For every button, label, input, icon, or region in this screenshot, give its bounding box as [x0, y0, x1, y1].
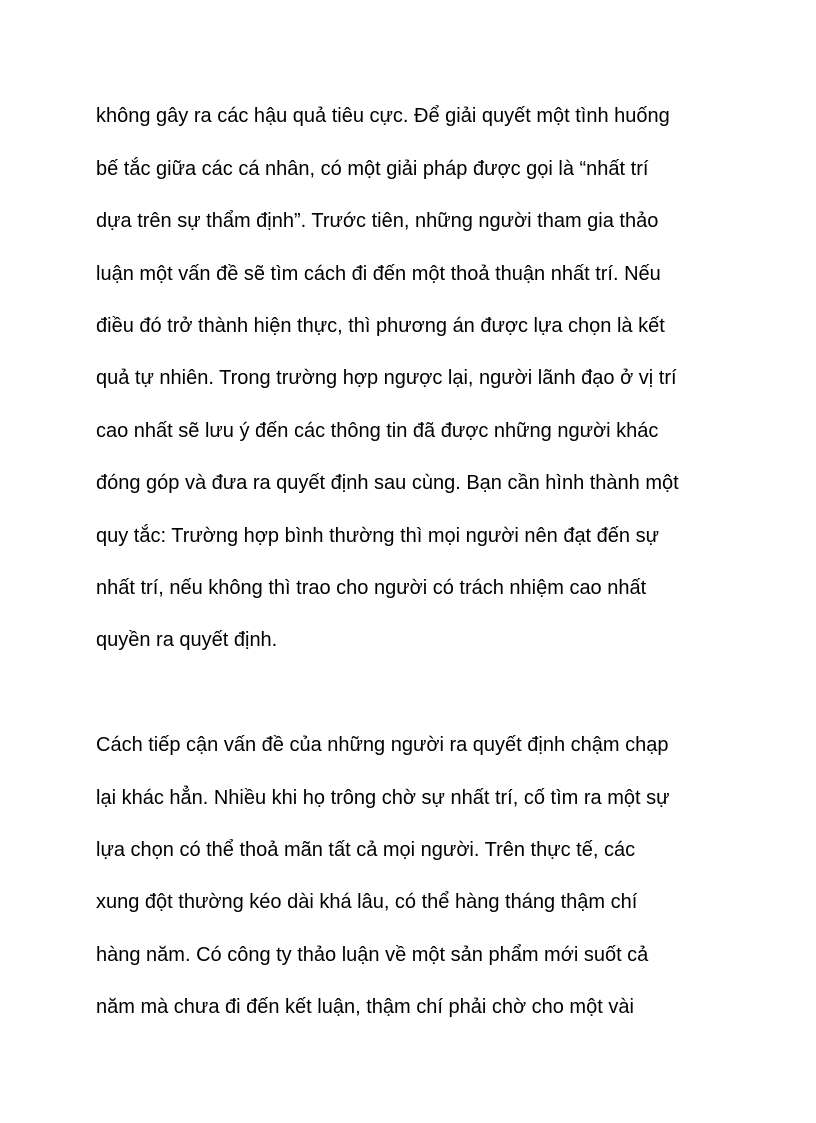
text-line: dựa trên sự thẩm định”. Trước tiên, những người tham gia thảo [96, 210, 659, 232]
text-line: bế tắc giữa các cá nhân, có một giải pháp được gọi là “nhất trí [96, 158, 649, 180]
text-line: hàng năm. Có công ty thảo luận về một sản phẩm mới suốt cả [96, 944, 649, 966]
text-line: không gây ra các hậu quả tiêu cực. Để giải quyết một tình huống [96, 105, 670, 127]
text-line: điều đó trở thành hiện thực, thì phương án được lựa chọn là kết [96, 315, 665, 337]
text-line: quả tự nhiên. Trong trường hợp ngược lại, người lãnh đạo ở vị trí [96, 367, 677, 389]
text-line: quy tắc: Trường hợp bình thường thì mọi người nên đạt đến sự [96, 525, 659, 547]
text-line: đóng góp và đưa ra quyết định sau cùng. Bạn cần hình thành một [96, 472, 679, 494]
text-line: lại khác hẳn. Nhiều khi họ trông chờ sự nhất trí, cố tìm ra một sự [96, 787, 670, 809]
text-line: năm mà chưa đi đến kết luận, thậm chí phải chờ cho một vài [96, 996, 634, 1018]
text-line: luận một vấn đề sẽ tìm cách đi đến một thoả thuận nhất trí. Nếu [96, 263, 661, 285]
text-line: quyền ra quyết định. [96, 629, 278, 651]
text-line: cao nhất sẽ lưu ý đến các thông tin đã được những người khác [96, 420, 659, 442]
text-line: Cách tiếp cận vấn đề của những người ra quyết định chậm chạp [96, 734, 669, 756]
text-line: nhất trí, nếu không thì trao cho người có trách nhiệm cao nhất [96, 577, 647, 599]
text-line: lựa chọn có thể thoả mãn tất cả mọi người. Trên thực tế, các [96, 839, 636, 861]
text-line: xung đột thường kéo dài khá lâu, có thể hàng tháng thậm chí [96, 891, 638, 913]
